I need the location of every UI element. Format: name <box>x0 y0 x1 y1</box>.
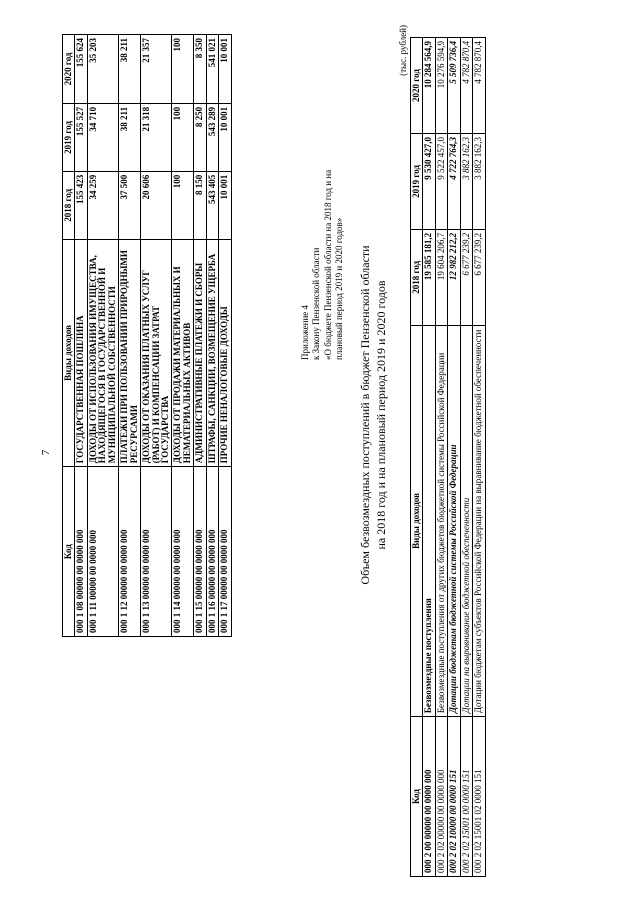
row-name: ГОСУДАРСТВЕННАЯ ПОШЛИНА <box>75 239 87 467</box>
row-2018: 34 259 <box>87 171 118 239</box>
table-row <box>448 38 460 877</box>
header-2019: 2019 год <box>63 103 75 171</box>
header-name: Виды доходов <box>63 239 75 467</box>
row-code: 000 1 12 00000 00 0000 000 <box>119 467 141 637</box>
table-row <box>172 35 194 637</box>
row-2018: 6 677 239,2 <box>473 229 485 325</box>
header-code: Код <box>411 717 423 877</box>
row-2019: 3 882 162,3 <box>473 133 485 229</box>
appendix-caption <box>300 60 345 360</box>
row-2019: 21 318 <box>141 103 172 171</box>
header-2020: 2020 год <box>411 38 423 134</box>
row-2020: 155 624 <box>75 35 87 104</box>
page-number: 7 <box>40 449 52 456</box>
title-line: Объем безвозмездных поступлений в бюджет Пензенской области <box>358 245 372 585</box>
row-2020: 8 350 <box>194 35 206 104</box>
table-header-row <box>411 38 423 877</box>
row-2019: 10 001 <box>219 103 231 171</box>
row-2018: 155 423 <box>75 171 87 239</box>
header-2018: 2018 год <box>63 171 75 239</box>
table-row <box>206 35 218 637</box>
row-name: Дотации на выравнивание бюджетной обеспеченности <box>460 325 472 716</box>
row-2018: 8 150 <box>194 171 206 239</box>
row-code: 000 2 02 15001 00 0000 151 <box>460 717 472 877</box>
row-2020: 4 782 870,4 <box>460 38 472 134</box>
units-label: (тыс. рублей) <box>398 25 408 76</box>
row-code: 000 2 02 10000 00 0000 151 <box>448 717 460 877</box>
row-2018: 6 677 239,2 <box>460 229 472 325</box>
appendix-line: Приложение 4 <box>300 304 310 360</box>
row-2020: 10 284 564,9 <box>423 38 435 134</box>
row-2020: 38 211 <box>119 35 141 104</box>
row-code: 000 1 16 00000 00 0000 000 <box>206 467 218 637</box>
row-code: 000 2 02 15001 02 0000 151 <box>473 717 485 877</box>
row-code: 000 1 15 00000 00 0000 000 <box>194 467 206 637</box>
row-2020: 100 <box>172 35 194 104</box>
row-2018: 20 606 <box>141 171 172 239</box>
table-row <box>194 35 206 637</box>
row-2020: 10 001 <box>219 35 231 104</box>
row-2020: 4 782 870,4 <box>473 38 485 134</box>
row-name: Безвозмездные поступления <box>423 325 435 716</box>
row-2019: 9 522 457,0 <box>435 133 447 229</box>
row-2018: 37 500 <box>119 171 141 239</box>
table-title <box>358 85 389 745</box>
row-code: 000 1 14 00000 00 0000 000 <box>172 467 194 637</box>
row-2020: 10 276 594,9 <box>435 38 447 134</box>
table-row <box>423 38 435 877</box>
row-name: Безвозмездные поступления от других бюджетов бюджетной системы Российской Федерации <box>435 325 447 716</box>
row-2018: 19 604 206,7 <box>435 229 447 325</box>
revenue-table-2 <box>410 37 486 877</box>
table-row <box>473 38 485 877</box>
row-2019: 155 527 <box>75 103 87 171</box>
appendix-line: плановый период 2019 и 2020 годов» <box>333 217 344 360</box>
row-2019: 100 <box>172 103 194 171</box>
row-2019: 8 250 <box>194 103 206 171</box>
row-2020: 35 203 <box>87 35 118 104</box>
appendix-line: к Закону Пензенской области <box>311 247 322 360</box>
row-2020: 541 021 <box>206 35 218 104</box>
row-name: ШТРАФЫ, САНКЦИИ, ВОЗМЕЩЕНИЕ УЩЕРБА <box>206 239 218 467</box>
table-row <box>119 35 141 637</box>
row-2019: 3 882 162,3 <box>460 133 472 229</box>
row-name: ПЛАТЕЖИ ПРИ ПОЛЬЗОВАНИИ ПРИРОДНЫМИ РЕСУРСАМИ <box>119 239 141 467</box>
table-row <box>75 35 87 637</box>
table-row <box>435 38 447 877</box>
row-2020: 5 509 736,4 <box>448 38 460 134</box>
title-line: на 2018 год и на плановый период 2019 и 2020 годов <box>373 280 388 550</box>
table-row <box>141 35 172 637</box>
header-name: Виды доходов <box>411 325 423 716</box>
table-row <box>87 35 118 637</box>
header-2019: 2019 год <box>411 133 423 229</box>
row-code: 000 1 11 00000 00 0000 000 <box>87 467 118 637</box>
row-2019: 4 722 764,3 <box>448 133 460 229</box>
row-name: Дотации бюджетам субъектов Российской Федерации на выравнивание бюджетной обеспеченности <box>473 325 485 716</box>
row-2019: 34 710 <box>87 103 118 171</box>
row-2018: 10 001 <box>219 171 231 239</box>
row-2019: 38 211 <box>119 103 141 171</box>
header-2018: 2018 год <box>411 229 423 325</box>
row-2019: 9 530 427,0 <box>423 133 435 229</box>
row-name: АДМИНИСТРАТИВНЫЕ ПЛАТЕЖИ И СБОРЫ <box>194 239 206 467</box>
row-2020: 21 357 <box>141 35 172 104</box>
row-name: Дотации бюджетам бюджетной системы Российской Федерации <box>448 325 460 716</box>
table-row <box>219 35 231 637</box>
header-2020: 2020 год <box>63 35 75 104</box>
header-code: Код <box>63 467 75 637</box>
row-code: 000 1 08 00000 00 0000 000 <box>75 467 87 637</box>
appendix-line: «О бюджете Пензенской области на 2018 год и на <box>322 169 333 360</box>
table-row <box>460 38 472 877</box>
row-code: 000 2 02 00000 00 0000 000 <box>435 717 447 877</box>
revenue-table-1 <box>62 34 232 637</box>
row-2018: 19 585 181,2 <box>423 229 435 325</box>
row-name: ДОХОДЫ ОТ ИСПОЛЬЗОВАНИЯ ИМУЩЕСТВА, НАХОДЯЩЕГОСЯ В ГОСУДАРСТВЕННОЙ И МУНИЦИПАЛЬНОЙ СОБСТВЕННОСТИ <box>87 239 118 467</box>
row-code: 000 2 00 00000 00 0000 000 <box>423 717 435 877</box>
row-code: 000 1 17 00000 00 0000 000 <box>219 467 231 637</box>
table-header-row <box>63 35 75 637</box>
row-name: ПРОЧИЕ НЕНАЛОГОВЫЕ ДОХОДЫ <box>219 239 231 467</box>
row-code: 000 1 13 00000 00 0000 000 <box>141 467 172 637</box>
row-2018: 100 <box>172 171 194 239</box>
row-2019: 543 289 <box>206 103 218 171</box>
row-name: ДОХОДЫ ОТ ОКАЗАНИЯ ПЛАТНЫХ УСЛУГ (РАБОТ) И КОМПЕНСАЦИИ ЗАТРАТ ГОСУДАРСТВА <box>141 239 172 467</box>
row-2018: 543 405 <box>206 171 218 239</box>
row-2018: 12 982 212,2 <box>448 229 460 325</box>
row-name: ДОХОДЫ ОТ ПРОДАЖИ МАТЕРИАЛЬНЫХ И НЕМАТЕРИАЛЬНЫХ АКТИВОВ <box>172 239 194 467</box>
